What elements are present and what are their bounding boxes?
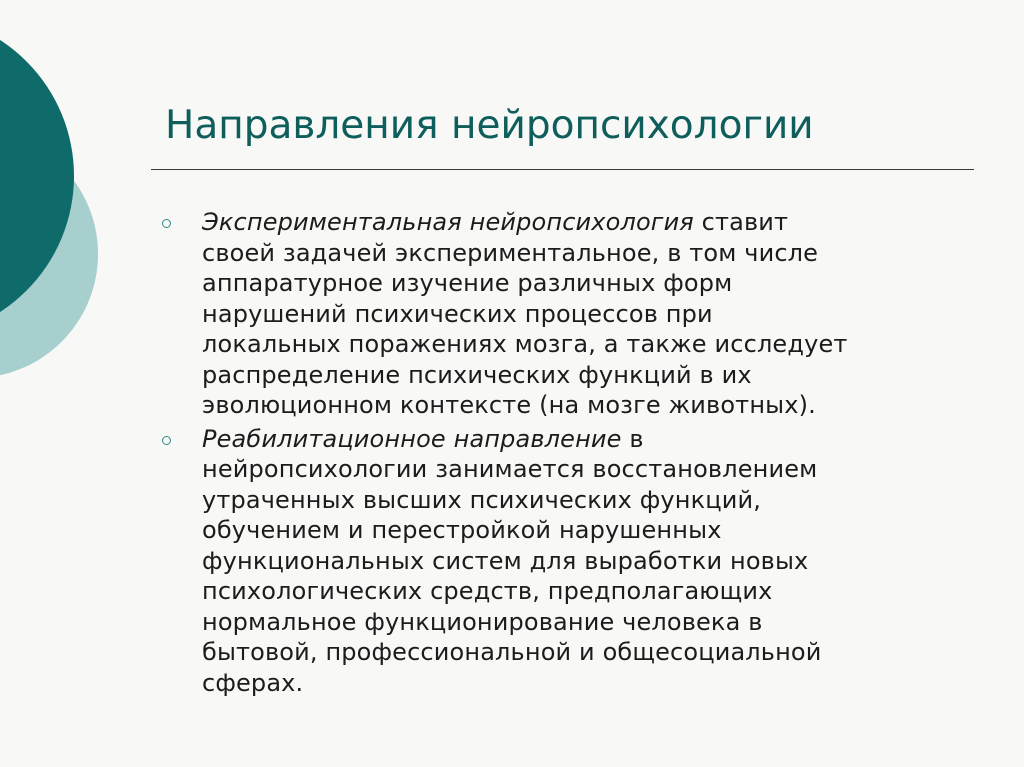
bullet-line: распределение психических функций в их <box>202 360 752 389</box>
bullet-line: обучением и перестройкой нарушенных <box>202 516 722 544</box>
bullet-line: эволюционном контексте (на мозге животных). <box>202 391 816 419</box>
bullet-line <box>202 207 960 238</box>
bullet-line: сферах. <box>202 668 304 697</box>
bullet-first-line-rest: ставит <box>693 208 789 236</box>
bullet-line: функциональных систем для выработки новых <box>202 546 809 575</box>
bullet-item-experimental <box>160 207 960 421</box>
bullet-lead-term: Реабилитационное направление <box>202 424 622 453</box>
bullet-line <box>202 424 960 455</box>
bullet-line: локальных поражениях мозга, а также исследует <box>202 330 848 358</box>
bullet-line: своей задачей экспериментальное, в том числе <box>202 238 819 267</box>
bullet-first-line-rest: в <box>621 424 644 453</box>
bullet-list <box>160 207 960 701</box>
hollow-circle-bullet-icon <box>162 219 171 228</box>
bullet-line: нарушений психических процессов при <box>202 299 713 328</box>
bullet-line: нормальное функционирование человека в <box>202 607 763 636</box>
bullet-line: бытовой, профессиональной и общесоциальной <box>202 638 822 666</box>
title-underline <box>151 169 974 170</box>
bullet-line: нейропсихологии занимается восстановлением <box>202 455 818 483</box>
slide-title: Направления нейропсихологии <box>165 103 814 148</box>
hollow-circle-bullet-icon <box>162 436 171 445</box>
bullet-line: утраченных высших психических функций, <box>202 485 762 514</box>
bullet-line: психологических средств, предполагающих <box>202 577 773 605</box>
bullet-item-rehabilitation <box>160 424 960 699</box>
bullet-lead-term: Экспериментальная нейропсихология <box>202 208 694 236</box>
bullet-line: аппаратурное изучение различных форм <box>202 269 733 297</box>
